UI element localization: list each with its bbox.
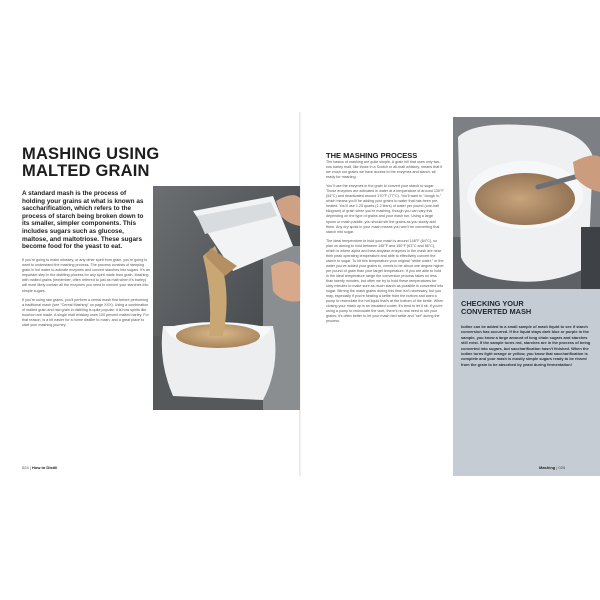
sidebar-title: [461, 300, 591, 317]
photo-pouring-grain-illustration: [153, 186, 300, 410]
sidebar-checking-converted-mash: [453, 289, 600, 476]
footer-separator: |: [29, 465, 31, 470]
photo-stirring-mash-in-kettle: [453, 117, 600, 289]
right-footer: [539, 465, 565, 470]
photo-stirring-mash-illustration: [453, 117, 600, 289]
right-running-title: Mashing: [539, 465, 556, 470]
left-page-number: 024: [22, 465, 29, 470]
section-heading-mashing-process: THE MASHING PROCESS: [326, 151, 418, 160]
sidebar-title-line2: CONVERTED MASH: [461, 307, 532, 317]
right-page-number: 025: [558, 465, 566, 470]
chapter-title-line2: MALTED GRAIN: [22, 162, 150, 180]
footer-separator: |: [556, 465, 558, 470]
left-paragraph: If you're using raw grains, you'll perform a cereal mash first before performing a traditional mash (see "Cereal Mashing" on page XXX). Using a combination of malted grain and raw grain in distilling is quite popular: it is how spirits like bourbon are made. A single malt whiskey uses 100 percent malted barley. For that reason, is a bit easier for a home distiller to mash, and a great place to start your mashing journey.: [22, 297, 149, 328]
left-body-text: [22, 258, 150, 332]
photo-pouring-grain-into-mash-bag: [153, 186, 300, 410]
chapter-title-line1: MASHING USING: [22, 145, 160, 163]
left-paragraph: If you're going to make whiskey, or any other spirit from grain, you're going to want to understand the mashing process. The process consists of steeping grain in hot water to activate enzymes and convert starches into sugars. It's an important step in the distilling process for any spirit made from grain. Mashing with malted grains (remember, often referred to just as malt when it's barley) will most likely contain all the enzymes you need to convert your starches into simple sugars.: [22, 258, 150, 293]
left-running-title: How to Distill: [31, 465, 58, 470]
sidebar-body: Iodine can be added to a small sample of mash liquid to see if starch conversion has occurred. If the liquid stays dark blue or purple in the sample, you know a large amount of long chain sugars and starches still exist. If the sample turns red, starches are in the process of being converted into sugars, but saccharification hasn't finished. When the iodine turns light orange or yellow, you know that saccharification is complete and your mash is mostly simple sugars ready to be rinsed from the grain to be absorbed by yeast during fermentation!: [461, 324, 591, 367]
right-paragraph: You'll use the enzymes in the grain to convert your starch to sugar. Those enzymes are activated in water at a temperature of around 130°F (54°C) and deactivated around 170°F (77°C). You'll want to "dough in," which means you'll be adding your grains to water that has been pre-heated. You'll use 1.25 quarts (1.2 liters) of water per pound (one-half kilogram) of grain when you're mashing, though you can vary this depending on the type of grains and your mash tun. Using a large spoon or mash paddle, you should stir the grains as you slowly add them. Any dry spots in your mash means you won't be converting that starch into sugar.: [326, 184, 444, 234]
left-footer: [22, 465, 57, 470]
right-body-text: [326, 160, 444, 328]
right-paragraph: The basics of mashing are quite simple. A grain bill that uses only two-row barley malt, like those in a Scotch or all-malt whiskey, means that if we crush our grains we have access to the enzymes and starch, all ready for mashing.: [326, 160, 443, 180]
chapter-title: [22, 146, 222, 180]
sidebar-title-line1: CHECKING YOUR: [461, 299, 524, 308]
intro-lede: A standard mash is the process of holding your grains at what is known as saccharification, which refers to the process of starch being broken down to its smaller, simpler components. This includes sugars such as glucose, maltose, and maltotriose. These sugars become food for the yeast to eat.: [22, 190, 144, 251]
right-paragraph: The ideal temperature to hold your mash is around 148°F (64°C), so plan on aiming to hold between 145°F and 150°F (63°C and 66°C), which is where alpha and beta amylase enzymes in the mash are near their peak operating temperature and able to effectively convert the starch to sugar. To hit this temperature your original "strike water," or the water you've added your grains to, needs to be about one degree higher per pound of grain than your target temperature. If you are able to hold in the ideal temperature range the conversion process takes no less than twenty minutes, but often we try to hold these temperatures for sixty minutes to make sure as much starch as possible is converted into sugar. Stirring the mash grains during this time isn't necessary, but you may, especially if you're heating a kettle from the bottom and want a pump to recirculate the hot liquid that's at the bottom of the kettle. When closing your mash up in an insulated cooler, it's best to let it sit. If you're using a pump to recirculate the wort, there's no real need to stir your grains; it's often better to let your mash bed settle and "set" during the process.: [326, 238, 444, 324]
